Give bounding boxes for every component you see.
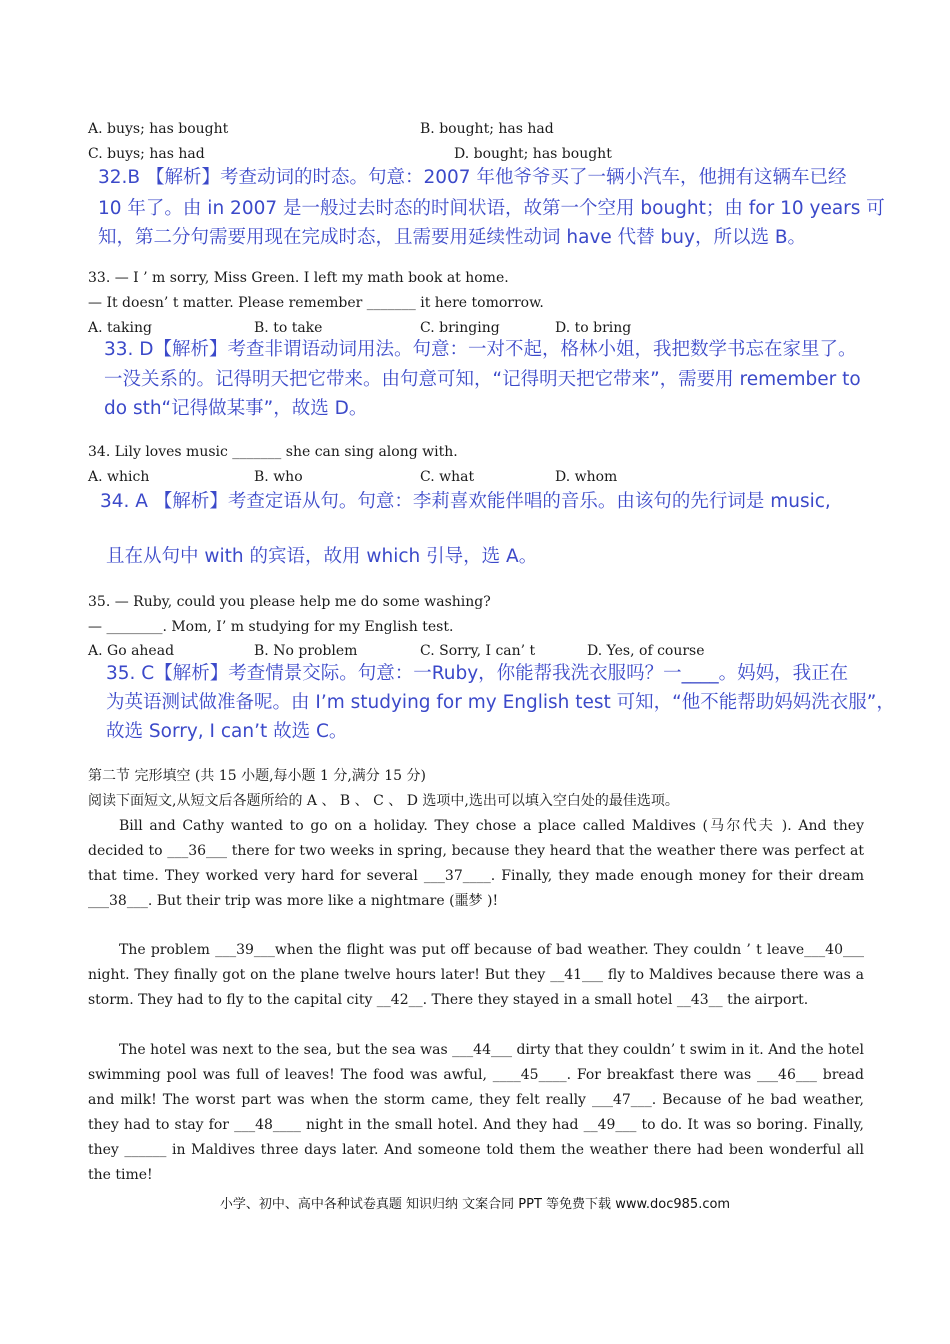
q32-analysis-line-2: 10 年了。由 in 2007 是一般过去时态的时间状语，故第一个空用 bought；由 for 10 years 可	[98, 198, 885, 219]
q33-analysis-line-1: 33. D【解析】考查非谓语动词用法。句意：一对不起，格林小姐，我把数学书忘在家里了。	[104, 339, 857, 360]
q32-analysis-line-3: 知，第二分句需要用现在完成时态，且需要用延续性动词 have 代替 buy，所以选 B。	[98, 227, 807, 248]
cloze-paragraph-3: The hotel was next to the sea, but the sea was ___44___ dirty that they couldn’ t swim in it. And the hotel swimming pool was full of leaves! The food was awful, ____45____. For breakfast there was ___46___ bread and milk! The worst part was when the storm came, they felt really ___47___. Because of he bad weather, they had to stay for ___48____ night in the small hotel. And they had __49___ to do. It was so boring. Finally, they ______ in Maldives three days later. And someone told them the weather there had been wonderful all the time!	[88, 1042, 864, 1183]
q34-analysis-line-2: 且在从句中 with 的宾语，故用 which 引导，选 A。	[106, 546, 538, 567]
section-title: 第二节 完形填空 (共 15 小题,每小题 1 分,满分 15 分)	[88, 768, 426, 784]
cloze-paragraph-2: The problem ___39___when the flight was put off because of bad weather. They couldn ’ t leave___40___ night. They finally got on the plane twelve hours later! But they __41___ fly to Maldives because there was a storm. They had to fly to the capital city __42__. There they stayed in a small hotel __43__ the airport.	[88, 942, 864, 1008]
section-instruction: 阅读下面短文,从短文后各题所给的 A 、 B 、 C 、 D 选项中,选出可以填入空白处的最佳选项。	[88, 793, 679, 809]
q34-option-a: A. which	[88, 469, 150, 485]
q33-option-a: A. taking	[88, 320, 152, 336]
q34-analysis-line-1: 34. A 【解析】考查定语从句。句意：李莉喜欢能伴唱的音乐。由该句的先行词是 music,	[100, 491, 831, 512]
q33-analysis-line-3: do sth“记得做某事”，故选 D。	[104, 398, 368, 419]
q34-question: 34. Lily loves music _______ she can sing along with.	[88, 444, 458, 460]
q32-option-a: A. buys; has bought	[88, 121, 229, 137]
q35-analysis-line-1: 35. C【解析】考查情景交际。句意：一Ruby，你能帮我洗衣服吗？一____。妈妈，我正在	[106, 663, 849, 684]
page-footer: 小学、初中、高中各种试卷真题 知识归纳 文案合同 PPT 等免费下载 www.doc985.com	[219, 1197, 731, 1212]
q33-reply: — It doesn’ t matter. Please remember _______ it here tomorrow.	[88, 295, 544, 311]
q34-option-c: C. what	[420, 469, 475, 485]
q35-analysis-line-3: 故选 Sorry, I can’t 故选 C。	[106, 721, 348, 742]
q33-analysis-line-2: 一没关系的。记得明天把它带来。由句意可知，“记得明天把它带来”，需要用 remember to	[104, 369, 861, 390]
q32-option-b: B. bought; has had	[420, 121, 554, 137]
q34-option-b: B. who	[254, 469, 303, 485]
q32-option-c: C. buys; has had	[88, 146, 205, 162]
q35-option-a: A. Go ahead	[88, 643, 175, 659]
q33-question: 33. — I ’ m sorry, Miss Green. I left my math book at home.	[88, 270, 509, 286]
cloze-paragraph-1: Bill and Cathy wanted to go on a holiday. They chose a place called Maldives (马尔代夫 ). And they decided to ___36___ there for two weeks in spring, because they heard that the weather there was perfect at that time. They worked very hard for several ___37____. Finally, they made enough money for their dream ___38___. But their trip was more like a nightmare (噩梦 )!	[88, 818, 864, 909]
q33-option-b: B. to take	[254, 320, 323, 336]
q35-question: 35. — Ruby, could you please help me do some washing?	[88, 594, 491, 610]
q33-option-c: C. bringing	[420, 320, 500, 336]
q33-option-d: D. to bring	[555, 320, 632, 336]
q32-analysis-line-1: 32.B 【解析】考查动词的时态。句意：2007 年他爷爷买了一辆小汽车，他拥有这辆车已经	[98, 167, 847, 188]
q35-reply: — ________. Mom, I’ m studying for my English test.	[88, 619, 454, 635]
q35-option-d: D. Yes, of course	[587, 643, 705, 659]
q34-option-d: D. whom	[555, 469, 618, 485]
q35-option-b: B. No problem	[254, 643, 358, 659]
q35-analysis-line-2: 为英语测试做准备呢。由 I’m studying for my English test 可知，“他不能帮助妈妈洗衣服”，	[106, 692, 895, 713]
q32-option-d: D. bought; has bought	[454, 146, 612, 162]
q35-option-c: C. Sorry, I can’ t	[420, 643, 536, 659]
